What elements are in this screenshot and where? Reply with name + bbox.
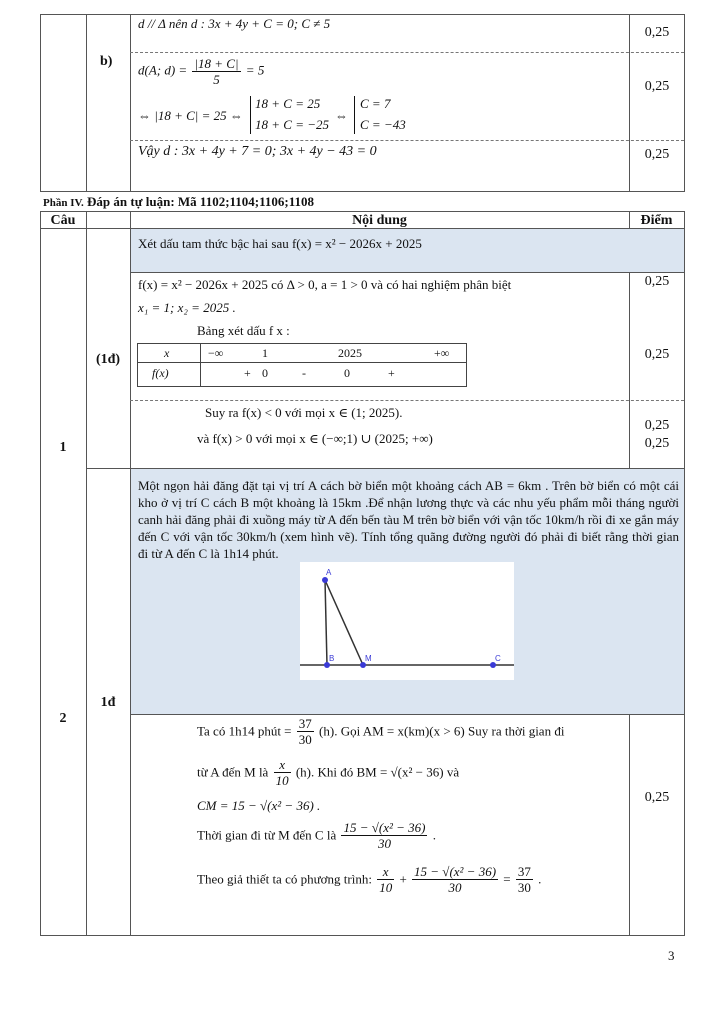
sign-table-sign: 0 (344, 366, 350, 380)
q1-conclusion-1: Suy ra f(x) < 0 với mọi x ∈ (1; 2025). (205, 405, 403, 420)
q1-solution-line2: x₁ = 1; x₂ = 2025 . (138, 300, 236, 315)
equals-sign: = (503, 871, 511, 887)
q2-solution-line1 (197, 716, 564, 747)
case-1a: 18 + C = 25 (255, 96, 321, 111)
distance-rhs: = 5 (245, 62, 265, 78)
sign-table-sign: - (302, 366, 306, 380)
numerator: 15 − √(x² − 36) (343, 820, 426, 835)
sign-table-value: 2025 (338, 346, 362, 360)
score: 0,25 (644, 25, 670, 40)
q2-solution-line5: Theo giả thiết ta có phương trình: $\frac{x}{10}$ + $\frac{\text{15 − √(x² − 36)}}{30}$ = $\frac{37}{30}$ . (197, 864, 542, 895)
denominator: 10 (379, 880, 393, 895)
part-number: Phần IV. (43, 197, 84, 209)
label-b: B (329, 654, 335, 663)
q1-points: (1đ) (95, 352, 121, 367)
numerator: 37 (517, 864, 531, 879)
time-fraction (297, 716, 314, 747)
eq-fraction-2 (412, 864, 498, 895)
q2-number: 2 (59, 711, 67, 726)
sign-table-sign: 0 (262, 366, 268, 380)
page-number: 3 (668, 948, 675, 963)
q1-sign-table-caption: Bảng xét dấu f x : (197, 323, 290, 338)
q2-solution-line4: Thời gian đi từ M đến C là $\frac{\text{15 − √(x² − 36)}}{30}$ . (197, 820, 436, 851)
score: 0,25 (644, 790, 670, 805)
denominator: 30 (377, 836, 391, 851)
score: 0,25 (644, 274, 670, 289)
eq-fraction-1 (377, 864, 394, 895)
header-cau: Câu (50, 213, 76, 228)
part-heading (43, 194, 314, 210)
header-diem: Điểm (640, 213, 673, 228)
sign-table (137, 343, 467, 387)
numerator: x (274, 757, 291, 773)
q2-solution-line3: CM = 15 − √(x² − 36) . (197, 798, 321, 813)
sign-table-fx: f(x) (152, 366, 169, 380)
q2-points: 1đ (100, 695, 116, 710)
denominator: 30 (448, 880, 462, 895)
score: 0,25 (644, 79, 670, 94)
label-c: C (495, 654, 501, 663)
eq-fraction-3 (516, 864, 533, 895)
lighthouse-figure (300, 562, 514, 680)
sign-table-value: +∞ (434, 346, 450, 360)
case-2a: C = 7 (360, 96, 391, 111)
score: 0,25 (644, 147, 670, 162)
label-m: M (365, 654, 372, 663)
sign-table-value: 1 (262, 346, 268, 360)
q1-prompt: Xét dấu tam thức bậc hai sau f(x) = x² − 2026x + 2025 (138, 236, 422, 251)
equation-intro: Theo giả thiết ta có phương trình: (197, 871, 372, 887)
time-am-fraction (274, 757, 291, 788)
distance-lhs: d(A; d) = (138, 62, 188, 78)
bm-def: (h). Khi đó BM = √(x² − 36) và (295, 764, 460, 780)
time-intro: Ta có 1h14 phút = (197, 723, 292, 739)
variable-def: (h). Gọi AM = x(km)(x > 6) Suy ra thời gian đi (319, 723, 565, 739)
time-mc-fraction (341, 820, 427, 851)
equiv-mid: ⇔ (335, 108, 348, 123)
sign-table-sign: + (388, 366, 395, 380)
q1-number: 1 (59, 440, 67, 455)
numerator: 37 (298, 716, 312, 731)
score: 0,25 (644, 347, 670, 362)
numerator: 15 − √(x² − 36) (414, 864, 497, 879)
denominator: 10 (275, 773, 289, 788)
plus-sign: + (399, 871, 407, 887)
time-mc-intro: Thời gian đi từ M đến C là (197, 827, 337, 843)
equiv-start: ⇔ |18 + C| = 25 ⇔ (138, 108, 243, 123)
score: 0,25 (644, 436, 670, 451)
header-noidung: Nội dung (352, 213, 407, 228)
conclusion-line: Vậy d : 3x + 4y + 7 = 0; 3x + 4y − 43 = 0 (138, 144, 377, 159)
label-a: A (326, 568, 332, 577)
figure-svg (300, 562, 514, 680)
time-am-intro: từ A đến M là (197, 764, 269, 780)
denominator: 30 (298, 732, 312, 747)
distance-denominator: 5 (213, 72, 220, 87)
q2-prompt: Một ngọn hải đăng đặt tại vị trí A cách bờ biển một khoảng cách AB = 6km . Trên bờ biển có một cái kho ở vị trí C cách B một khoảng là 15km .Để nhận lương thực và các nhu yếu phẩm mỗi tháng người canh hải đăng phải đi xuồng máy từ A đến bến tàu M trên bờ biển với vận tốc 10km/h rồi đi xe gắn máy đến C với vận tốc 30km/h (xem hình vẽ). Tính tổng quãng đường người đó phải đi biết rằng thời gian đi từ A đến C là 1h14 phút. (138, 478, 679, 561)
distance-fraction (192, 56, 240, 87)
q1-conclusion-2: và f(x) > 0 với mọi x ∈ (−∞;1) ∪ (2025; +∞) (197, 431, 433, 446)
system-bracket-2 (354, 96, 355, 134)
q1-solution-line1: f(x) = x² − 2026x + 2025 có Δ > 0, a = 1 > 0 và có hai nghiệm phân biệt (138, 277, 512, 292)
part-title: Đáp án tự luận: Mã 1102;1104;1106;1108 (87, 194, 315, 209)
numerator: x (377, 864, 394, 880)
distance-numerator: |18 + C| (194, 56, 239, 71)
case-2b: C = −43 (360, 117, 406, 132)
q2-solution-line2 (197, 757, 459, 788)
sign-table-x: x (164, 346, 170, 360)
score: 0,25 (644, 418, 670, 433)
system-bracket-1 (250, 96, 251, 134)
point-a (322, 577, 328, 583)
case-1b: 18 + C = −25 (255, 117, 329, 132)
sign-table-sign: + (244, 366, 251, 380)
distance-formula (138, 56, 264, 87)
line-parallel: d // Δ nên d : 3x + 4y + C = 0; C ≠ 5 (138, 16, 331, 31)
denominator: 30 (517, 880, 531, 895)
part-label-b: b) (100, 54, 113, 69)
sign-table-value: −∞ (208, 346, 224, 360)
